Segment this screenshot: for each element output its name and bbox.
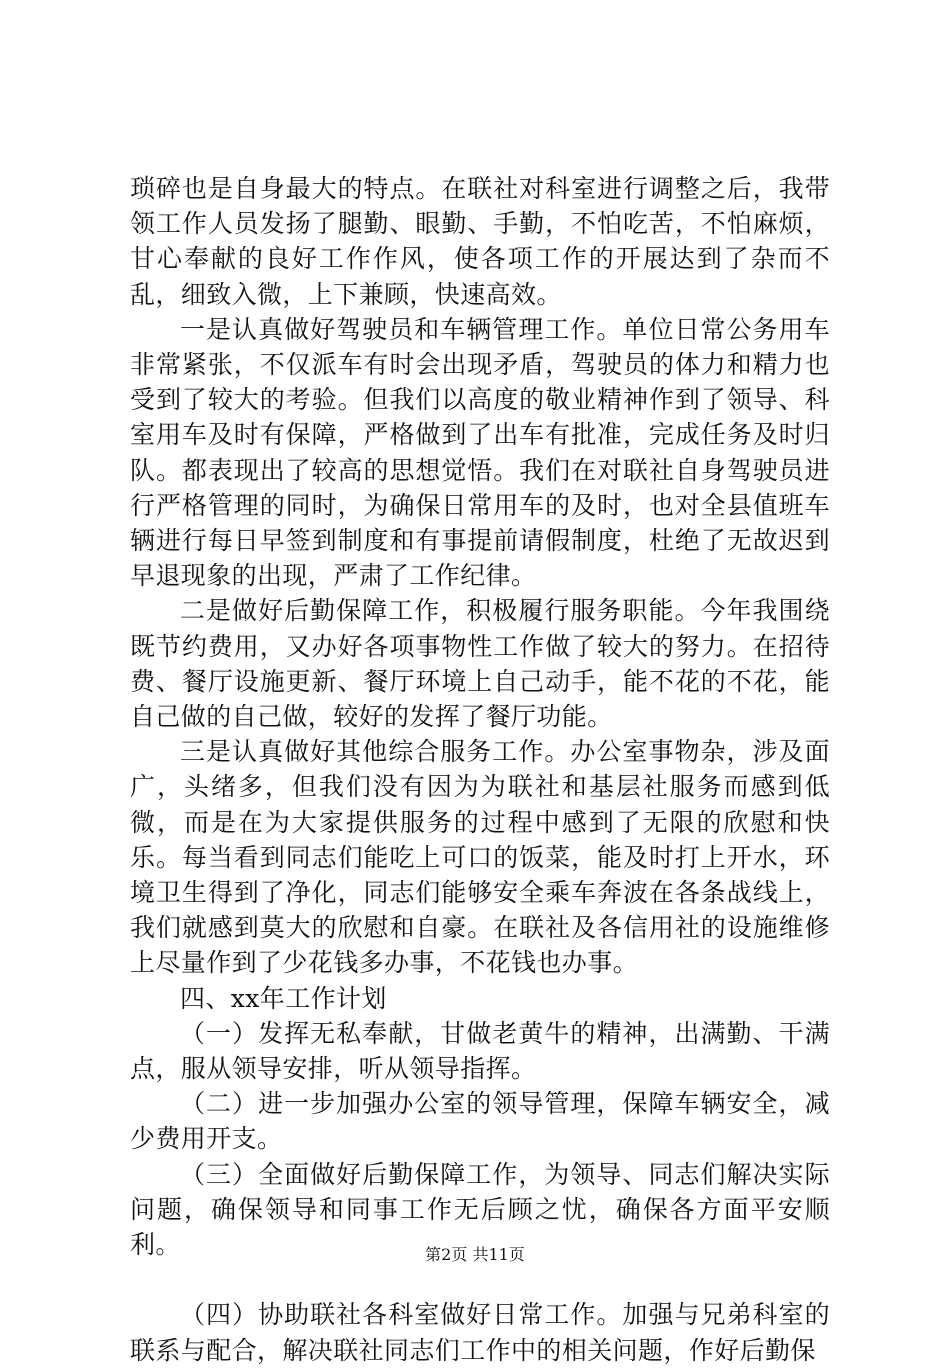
plan-item-3: （三）全面做好后勤保障工作，为领导、同志们解决实际问题，确保领导和同事工作无后顾之忧，确保各方面平安顺利。 <box>130 1159 830 1260</box>
plan-item-1: （一）发挥无私奉献，甘做老黄牛的精神，出满勤、干满点，服从领导安排，听从领导指挥。 <box>130 1018 830 1084</box>
document-body <box>130 171 830 1368</box>
plan-item-4: （四）协助联社各科室做好日常工作。加强与兄弟科室的联系与配合，解决联社同志们工作中的相关问题，作好后勤保 <box>130 1300 830 1365</box>
page-number-footer: 第2页 共11页 <box>425 1245 525 1264</box>
plan-item-2: （二）进一步加强办公室的领导管理，保障车辆安全，减少费用开支。 <box>130 1089 830 1154</box>
paragraph-general-service: 三是认真做好其他综合服务工作。办公室事物杂，涉及面广，头绪多，但我们没有因为为联社和基层社服务而感到低微，而是在为大家提供服务的过程中感到了无限的欣慰和快乐。每当看到同志们能吃上可口的饭菜，能及时打上开水，环境卫生得到了净化，同志们能够安全乘车奔波在各条战线上，我们就感到莫大的欣慰和自豪。在联社及各信用社的设施维修上尽量作到了少花钱多办事，不花钱也办事。 <box>130 737 830 978</box>
paragraph-driver-management: 一是认真做好驾驶员和车辆管理工作。单位日常公务用车非常紧张，不仅派车有时会出现矛盾，驾驶员的体力和精力也受到了较大的考验。但我们以高度的敬业精神作到了领导、科室用车及时有保障，严格做到了出车有批准，完成任务及时归队。都表现出了较高的思想觉悟。我们在对联社自身驾驶员进行严格管理的同时，为确保日常用车的及时，也对全县值班车辆进行每日早签到制度和有事提前请假制度，杜绝了无故迟到早退现象的出现，严肃了工作纪律。 <box>130 314 830 591</box>
paragraph-continuation: 琐碎也是自身最大的特点。在联社对科室进行调整之后，我带领工作人员发扬了腿勤、眼勤、手勤，不怕吃苦，不怕麻烦，甘心奉献的良好工作作风，使各项工作的开展达到了杂而不乱，细致入微，上下兼顾，快速高效。 <box>130 174 830 309</box>
section-heading-plan: 四、xx年工作计划 <box>180 983 387 1013</box>
paragraph-logistics: 二是做好后勤保障工作，积极履行服务职能。今年我围绕既节约费用，又办好各项事物性工作做了较大的努力。在招待费、餐厅设施更新、餐厅环境上自己动手，能不花的不花，能自己做的自己做，较好的发挥了餐厅功能。 <box>130 596 830 732</box>
